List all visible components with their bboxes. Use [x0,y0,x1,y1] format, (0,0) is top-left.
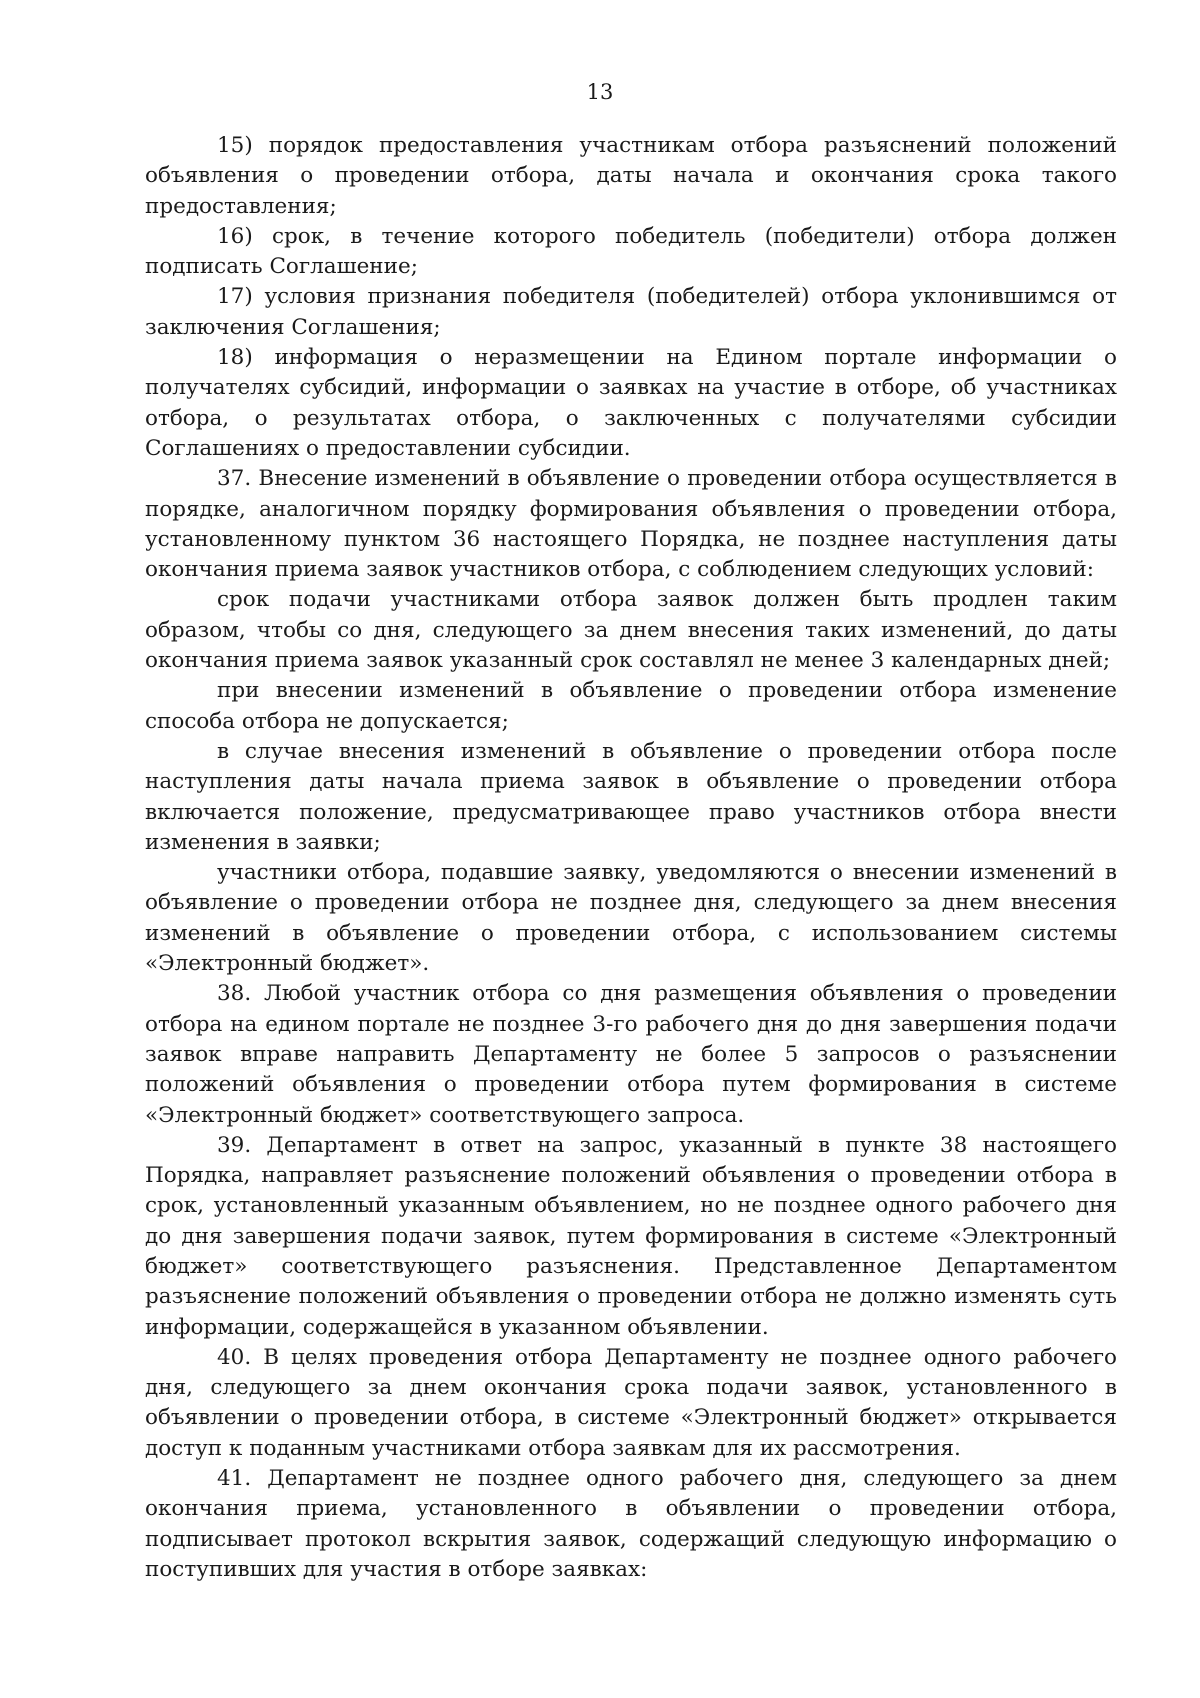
paragraph-item-16: 16) срок, в течение которого победитель (победители) отбора должен подписать Соглашение; [145,223,1117,280]
paragraph-condition-notification: участники отбора, подавшие заявку, уведомляются о внесении изменений в объявление о проведении отбора не позднее дня, следующего за днем внесения изменений в объявление о проведении отбора, с использованием системы «Электронный бюджет». [145,860,1117,977]
paragraph-item-17: 17) условия признания победителя (победителей) отбора уклонившимся от заключения Соглашения; [145,284,1117,340]
paragraph-item-15: 15) порядок предоставления участникам отбора разъяснений положений объявления о проведении отбора, даты начала и окончания срока такого предоставления; [145,133,1117,219]
paragraph-condition-deadline: срок подачи участниками отбора заявок должен быть продлен таким образом, чтобы со дня, следующего за днем внесения таких изменений, до даты окончания приема заявок указанный срок составлял не менее 3 календарных дней; [145,587,1117,674]
paragraph-condition-changes: в случае внесения изменений в объявление о проведении отбора после наступления даты начала приема заявок в объявление о проведении отбора включается положение, предусматривающее право участников отбора внести изменения в заявки; [145,738,1117,855]
paragraph-clause-40: 40. В целях проведения отбора Департаменту не позднее одного рабочего дня, следующего за днем окончания срока подачи заявок, установленного в объявлении о проведении отбора, в системе «Электронный бюджет» открывается доступ к поданным участниками отбора заявкам для их рассмотрения. [145,1344,1117,1461]
paragraph-clause-37: 37. Внесение изменений в объявление о проведении отбора осуществляется в порядке, аналогичном порядку формирования объявления о проведении отбора, установленному пунктом 36 настоящего Порядка, не позднее наступления даты окончания приема заявок участников отбора, с соблюдением следующих условий: [145,466,1117,583]
paragraph-clause-38: 38. Любой участник отбора со дня размещения объявления о проведении отбора на едином портале не позднее 3-го рабочего дня до дня завершения подачи заявок вправе направить Департаменту не более 5 запросов о разъяснении положений объявления о проведении отбора путем формирования в системе «Электронный бюджет» соответствующего запроса. [145,981,1117,1128]
paragraph-condition-method: при внесении изменений в объявление о проведении отбора изменение способа отбора не допускается; [145,678,1117,734]
paragraph-item-18: 18) информация о неразмещении на Едином портале информации о получателях субсидий, информации о заявках на участие в отборе, об участниках отбора, о результатах отбора, о заключенных с получателями субсидии Соглашениях о предоставлении субсидии. [145,345,1117,461]
paragraph-clause-39: 39. Департамент в ответ на запрос, указанный в пункте 38 настоящего Порядка, направляет разъяснение положений объявления о проведении отбора в срок, установленный указанным объявлением, но не позднее одного рабочего дня до дня завершения подачи заявок, путем формирования в системе «Электронный бюджет» соответствующего разъяснения. Представленное Департаментом разъяснение положений объявления о проведении отбора не должно изменять суть информации, содержащейся в указанном объявлении. [145,1132,1117,1340]
page-number: 13 [586,80,614,104]
paragraph-clause-41: 41. Департамент не позднее одного рабочего дня, следующего за днем окончания приема, установленного в объявлении о проведении отбора, подписывает протокол вскрытия заявок, содержащий следующую информацию о поступивших для участия в отборе заявках: [145,1466,1117,1582]
document-body [145,131,1117,1585]
